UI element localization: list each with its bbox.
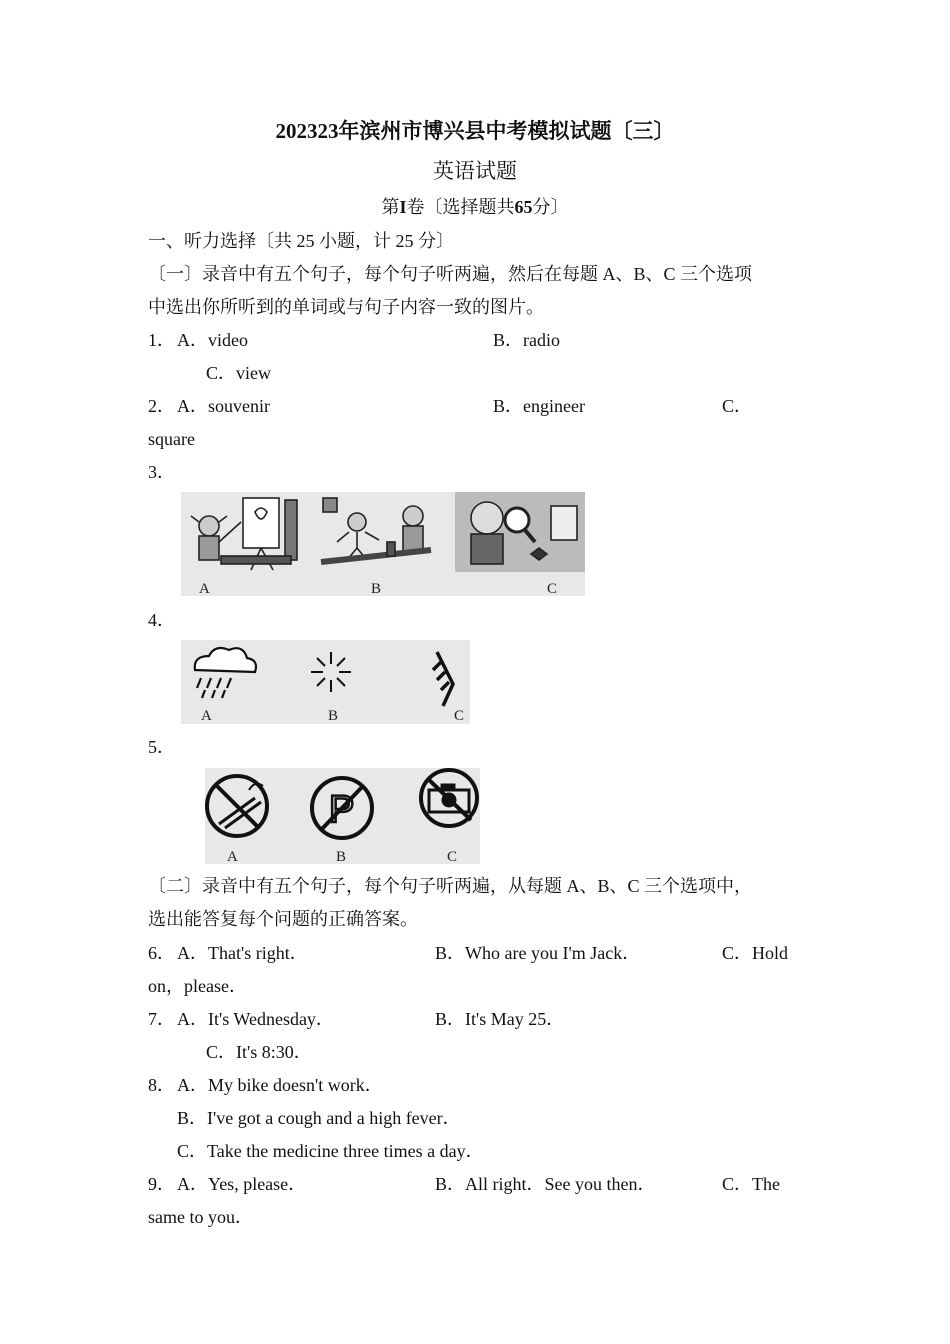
magnifier-girl-icon: [455, 492, 585, 572]
part1-instructions-line1: 〔一〕录音中有五个句子，每个句子听两遍，然后在每题 A、B、C 三个选项: [148, 264, 753, 284]
q1-option-c: C．view: [206, 363, 271, 383]
q7-number: 7．: [148, 1009, 175, 1029]
q8-number: 8．: [148, 1075, 175, 1095]
part2-instructions-line2: 选出能答复每个问题的正确答案。: [148, 909, 418, 929]
q6-option-c: C．Hold: [722, 943, 789, 963]
q4-label-b: B: [328, 708, 339, 724]
q3-picture-strip: [181, 492, 585, 596]
q8-option-a: A．My bike doesn't work．: [177, 1075, 383, 1095]
q9-option-c: C．The: [722, 1174, 780, 1194]
exam-title: 202323年滨州市博兴县中考模拟试题〔三〕: [275, 119, 675, 143]
q7-option-c: C．It's 8:30．: [206, 1042, 312, 1062]
q5-picture-strip: [205, 768, 480, 864]
q5-label-a: A: [227, 849, 238, 864]
q5-label-c: C: [447, 849, 458, 864]
q2-option-c: C．: [722, 396, 753, 416]
q4-picture-strip: [181, 640, 470, 724]
q6-number: 6．: [148, 943, 175, 963]
q4-number: 4．: [148, 610, 175, 630]
q7-option-b: B．It's May 25．: [435, 1009, 565, 1029]
q1-option-a: A．video: [177, 330, 248, 350]
q6-option-a: A．That's right．: [177, 943, 308, 963]
q4-label-c: C: [454, 708, 465, 724]
q9-option-c-wrap: same to you．: [148, 1207, 253, 1227]
q3-label-b: B: [371, 581, 382, 596]
part1-instructions-line2: 中选出你所听到的单词或与句子内容一致的图片。: [148, 297, 544, 317]
q9-option-b: B．All right．See you then．: [435, 1174, 656, 1194]
q9-option-a: A．Yes, please．: [177, 1174, 307, 1194]
q9-number: 9．: [148, 1174, 175, 1194]
q1-option-b: B．radio: [493, 330, 560, 350]
parking-letter: P: [329, 789, 355, 831]
q2-number: 2．: [148, 396, 175, 416]
q6-option-b: B．Who are you I'm Jack．: [435, 943, 641, 963]
q4-label-a: A: [201, 708, 212, 724]
section-heading: 一、听力选择〔共 25 小题，计 25 分〕: [148, 231, 454, 251]
q5-number: 5．: [148, 737, 175, 757]
volume-heading: 第I卷〔选择题共65分〕: [381, 197, 569, 217]
q1-number: 1．: [148, 330, 175, 350]
q3-number: 3．: [148, 462, 175, 482]
q2-option-b: B．engineer: [493, 396, 585, 416]
q8-option-c: C．Take the medicine three times a day．: [177, 1141, 484, 1161]
subject-title: 英语试题: [433, 159, 517, 183]
q2-option-a: A．souvenir: [177, 396, 270, 416]
q7-option-a: A．It's Wednesday．: [177, 1009, 334, 1029]
q6-option-c-wrap: on，please．: [148, 976, 247, 996]
q8-option-b: B．I've got a cough and a high fever．: [177, 1108, 461, 1128]
q2-option-c-wrap: square: [148, 429, 195, 449]
q5-label-b: B: [336, 849, 347, 864]
q3-label-c: C: [547, 581, 558, 596]
part2-instructions-line1: 〔二〕录音中有五个句子，每个句子听两遍，从每题 A、B、C 三个选项中，: [148, 876, 753, 896]
q3-label-a: A: [199, 581, 210, 596]
